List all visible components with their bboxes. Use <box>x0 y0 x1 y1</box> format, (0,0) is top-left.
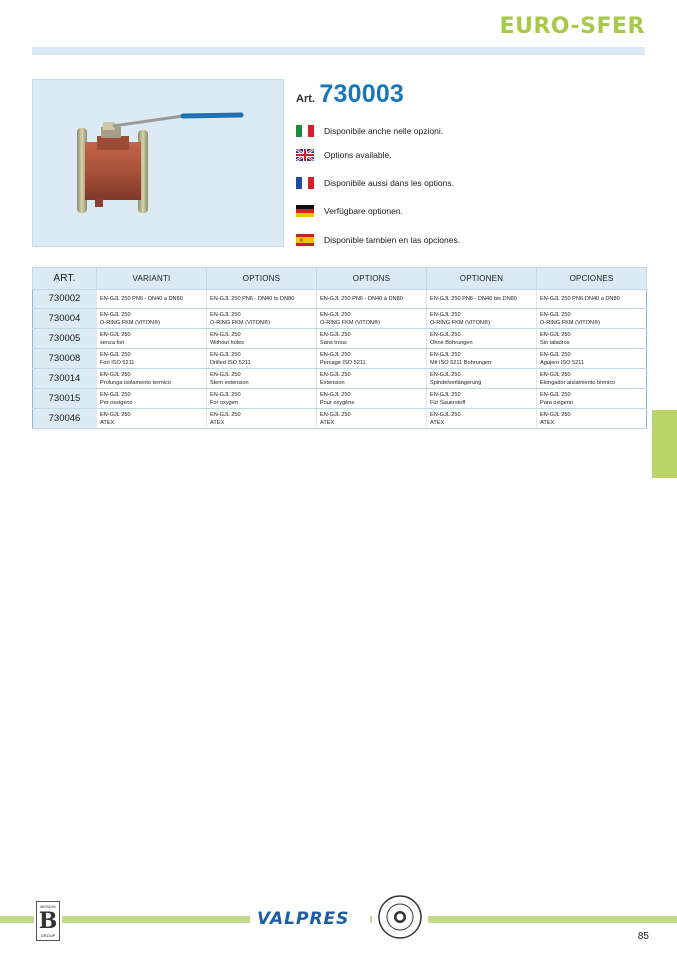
option-cell-line: senza fori <box>100 339 125 346</box>
option-cell-line: Spindelverlängerung <box>430 379 482 386</box>
option-cell <box>317 409 427 429</box>
logo-bottom-text: GROUP <box>40 933 56 938</box>
option-cell <box>97 290 207 309</box>
option-cell <box>97 389 207 409</box>
option-cell-line: ATEX <box>210 419 225 426</box>
article-code-cell: 730008 <box>33 349 97 369</box>
section-title: EURO-SFER <box>499 14 645 39</box>
option-cell <box>317 290 427 309</box>
options-table <box>32 267 647 429</box>
header-options-fr: OPTIONS <box>317 268 427 290</box>
option-cell-line: EN-GJL 250 <box>540 391 571 398</box>
page-number: 85 <box>637 931 649 942</box>
ball-valve-image <box>33 80 283 246</box>
france-flag-icon <box>296 177 314 189</box>
valpres-logo-text: VALPRES <box>257 909 350 927</box>
table-row <box>33 309 647 329</box>
option-cell-line: O-RING FKM (VITON®) <box>320 319 380 326</box>
option-cell <box>537 290 647 309</box>
option-cell-line: EN-GJL 250 <box>100 371 131 378</box>
option-cell <box>427 329 537 349</box>
product-photo <box>32 79 284 247</box>
option-cell-line: O-RING FKM (VITON®) <box>430 319 490 326</box>
option-cell-line: EN-GJL 250 <box>430 371 461 378</box>
option-cell <box>537 409 647 429</box>
option-cell-line: O-RING FKM (VITON®) <box>210 319 270 326</box>
logo-top-text: BOSCHI <box>40 904 56 909</box>
option-cell <box>427 309 537 329</box>
option-cell-line: EN-GJL 250 <box>540 411 571 418</box>
header-varianti: VARIANTI <box>97 268 207 290</box>
option-cell <box>97 349 207 369</box>
table-row <box>33 329 647 349</box>
option-cell <box>427 349 537 369</box>
option-cell-line: EN-GJL 250 <box>100 331 131 338</box>
option-cell-line: For oxygen <box>210 399 238 406</box>
certification-seal-icon <box>373 893 427 941</box>
logo-letter: B <box>38 908 58 934</box>
option-cell <box>317 329 427 349</box>
italy-flag-icon <box>296 125 314 137</box>
header-opciones: OPCIONES <box>537 268 647 290</box>
option-cell-line: ATEX <box>320 419 335 426</box>
option-cell-line: EN-GJL 250 <box>320 391 351 398</box>
language-row-fr <box>296 176 454 190</box>
article-number: 730003 <box>319 80 405 108</box>
language-row-en <box>296 148 392 162</box>
option-cell-line: ATEX <box>540 419 555 426</box>
article-heading <box>296 80 404 109</box>
option-cell-line: EN-GJL 250 <box>320 411 351 418</box>
option-cell-line: EN-GJL 250 PN6-DN40 a DN80 <box>540 296 620 302</box>
section-tab <box>652 410 677 478</box>
option-cell-line: Für Sauerstoff <box>430 399 466 406</box>
option-cell-line: EN-GJL 250 PN6 - DN40 to DN80 <box>210 296 295 302</box>
option-cell-line: EN-GJL 250 <box>210 351 241 358</box>
option-cell-line: Per ossigeno <box>100 399 133 406</box>
language-text: Disponibile aussi dans les options. <box>324 178 454 188</box>
language-text: Options available. <box>324 150 392 160</box>
article-code-cell: 730046 <box>33 409 97 429</box>
option-cell-line: EN-GJL 250 <box>540 331 571 338</box>
spain-flag-icon <box>296 234 314 246</box>
option-cell <box>207 369 317 389</box>
footer-line <box>62 916 250 923</box>
article-code-cell: 730014 <box>33 369 97 389</box>
article-prefix: Art. <box>296 93 315 105</box>
option-cell <box>317 309 427 329</box>
option-cell-line: Ohne Bohrungen <box>430 339 473 346</box>
article-code-cell: 730004 <box>33 309 97 329</box>
header-options-en: OPTIONS <box>207 268 317 290</box>
option-cell-line: Para oxigeno <box>540 399 573 406</box>
option-cell-line: ATEX <box>100 419 115 426</box>
option-cell-line: Drilled ISO 5211 <box>210 359 251 366</box>
header-bar <box>32 47 645 55</box>
table-row <box>33 409 647 429</box>
option-cell-line: EN-GJL 250 <box>100 311 131 318</box>
option-cell-line: EN-GJL 250 <box>100 351 131 358</box>
option-cell <box>537 309 647 329</box>
option-cell-line: EN-GJL 250 <box>100 391 131 398</box>
option-cell <box>537 329 647 349</box>
option-cell-line: Prolunga isolamento termico <box>100 379 171 386</box>
option-cell-line: EN-GJL 250 <box>210 311 241 318</box>
option-cell-line: EN-GJL 250 <box>430 391 461 398</box>
language-text: Disponible tambien en las opciones. <box>324 235 461 245</box>
option-cell-line: EN-GJL 250 <box>320 331 351 338</box>
option-cell <box>207 309 317 329</box>
option-cell-line: EN-GJL 250 <box>210 331 241 338</box>
language-text: Disponibile anche nelle opzioni. <box>324 126 444 136</box>
option-cell-line: EN-GJL 250 <box>320 351 351 358</box>
option-cell-line: EN-GJL 250 PN6 - DN40 a DN80 <box>100 296 183 302</box>
option-cell-line: Elongador aislamiento térmico <box>540 379 616 386</box>
footer-line <box>0 916 34 923</box>
header-art: ART. <box>33 268 97 290</box>
option-cell <box>97 409 207 429</box>
table-row <box>33 389 647 409</box>
option-cell <box>97 309 207 329</box>
option-cell-line: EN-GJL 250 <box>210 411 241 418</box>
option-cell-line: EN-GJL 250 <box>210 371 241 378</box>
option-cell <box>427 369 537 389</box>
option-cell <box>427 290 537 309</box>
germany-flag-icon <box>296 205 314 217</box>
option-cell <box>207 329 317 349</box>
option-cell-line: Sans trous <box>320 339 347 346</box>
option-cell-line: EN-GJL 250 <box>210 391 241 398</box>
option-cell-line: EN-GJL 250 <box>540 311 571 318</box>
option-cell <box>207 290 317 309</box>
option-cell-line: Mit ISO 5211 Bohrungen <box>430 359 492 366</box>
table-row <box>33 369 647 389</box>
option-cell-line: EN-GJL 250 <box>320 311 351 318</box>
table-header-row <box>33 268 647 290</box>
option-cell <box>537 349 647 369</box>
option-cell-line: ATEX <box>430 419 445 426</box>
article-code-cell: 730005 <box>33 329 97 349</box>
option-cell <box>317 349 427 369</box>
option-cell <box>207 409 317 429</box>
option-cell-line: EN-GJL 250 <box>430 311 461 318</box>
option-cell-line: EN-GJL 250 <box>540 371 571 378</box>
option-cell <box>427 409 537 429</box>
option-cell <box>537 389 647 409</box>
option-cell-line: O-RING FKM (VITON®) <box>100 319 160 326</box>
valpres-logo <box>257 909 369 927</box>
option-cell <box>427 389 537 409</box>
option-cell-line: Stem extension <box>210 379 249 386</box>
option-cell-line: Pour oxygène <box>320 399 355 406</box>
option-cell-line: EN-GJL 250 <box>320 371 351 378</box>
option-cell-line: EN-GJL 250 <box>540 351 571 358</box>
language-row-it <box>296 124 443 138</box>
option-cell-line: EN-GJL 250 <box>100 411 131 418</box>
option-cell <box>537 369 647 389</box>
article-code-cell: 730002 <box>33 290 97 309</box>
boschi-group-logo <box>36 901 60 941</box>
option-cell-line: Agujero ISO 5211 <box>540 359 585 366</box>
option-cell <box>207 389 317 409</box>
option-cell-line: EN-GJL 250 <box>430 411 461 418</box>
option-cell-line: EN-GJL 250 PN6 - DN40 bis DN80 <box>430 296 517 302</box>
option-cell-line: Without holes <box>210 339 244 346</box>
table-row <box>33 349 647 369</box>
option-cell-line: Extension <box>320 379 345 386</box>
option-cell-line: Percage ISO 5211 <box>320 359 366 366</box>
article-code-cell: 730015 <box>33 389 97 409</box>
footer-line <box>428 916 677 923</box>
language-text: Verfügbare optionen. <box>324 206 403 216</box>
option-cell-line: EN-GJL 250 <box>430 351 461 358</box>
option-cell <box>207 349 317 369</box>
option-cell <box>97 329 207 349</box>
option-cell <box>97 369 207 389</box>
table-row <box>33 290 647 309</box>
footer-line <box>370 916 372 923</box>
option-cell-line: EN-GJL 250 PN6 - DN40 à DN80 <box>320 296 403 302</box>
uk-flag-icon <box>296 149 314 161</box>
option-cell-line: EN-GJL 250 <box>430 331 461 338</box>
option-cell-line: Fori ISO 5211 <box>100 359 135 366</box>
option-cell-line: Sin taladros <box>540 339 570 346</box>
option-cell <box>317 389 427 409</box>
language-row-es <box>296 233 460 247</box>
option-cell <box>317 369 427 389</box>
option-cell-line: O-RING FKM (VITON®) <box>540 319 600 326</box>
language-row-de <box>296 204 403 218</box>
header-optionen: OPTIONEN <box>427 268 537 290</box>
